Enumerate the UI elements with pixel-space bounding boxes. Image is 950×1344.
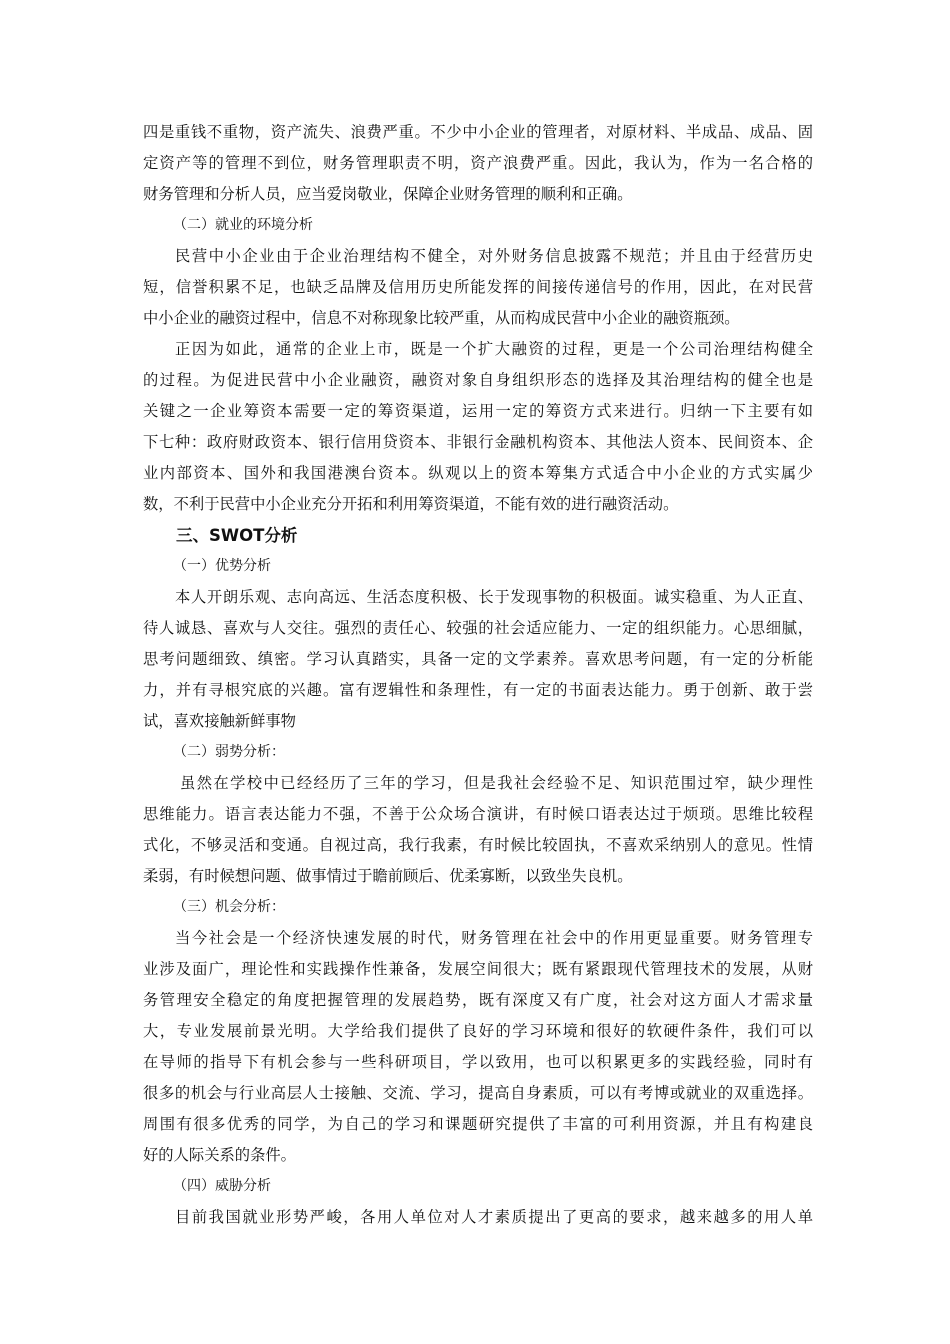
document-body xyxy=(143,117,813,1233)
paragraph-line: 业内部资本、国外和我国港澳台资本。纵观以上的资本筹集方式适合中小企业的方式实属少 xyxy=(143,464,813,482)
paragraph-line: 四是重钱不重物，资产流失、浪费严重。不少中小企业的管理者，对原材料、半成品、成品、固 xyxy=(143,123,813,141)
paragraph-line: 周围有很多优秀的同学，为自己的学习和课题研究提供了丰富的可利用资源，并且有构建良 xyxy=(143,1115,813,1133)
heading-strength: （一）优势分析 xyxy=(173,558,271,574)
paragraph-line: 式化，不够灵活和变通。自视过高，我行我素，有时候比较固执，不喜欢采纳别人的意见。性情 xyxy=(143,836,813,854)
paragraph-line: 短，信誉积累不足，也缺乏品牌及信用历史所能发挥的间接传递信号的作用，因此，在对民营 xyxy=(143,278,813,296)
paragraph-line: 务管理安全稳定的角度把握管理的发展趋势，既有深度又有广度，社会对这方面人才需求量 xyxy=(143,991,813,1009)
paragraph-line: 思考问题细致、缜密。学习认真踏实，具备一定的文学素养。喜欢思考问题，有一定的分析能 xyxy=(143,650,813,668)
paragraph-line: 定资产等的管理不到位，财务管理职责不明，资产浪费严重。因此，我认为，作为一名合格的 xyxy=(143,154,813,172)
paragraph-line: 当今社会是一个经济快速发展的时代，财务管理在社会中的作用更显重要。财务管理专 xyxy=(175,929,813,947)
paragraph-financing xyxy=(143,334,813,520)
paragraph-line: 本人开朗乐观、志向高远、生活态度积极、长于发现事物的积极面。诚实稳重、为人正直、 xyxy=(175,588,813,606)
paragraph-line: 的过程。为促进民营中小企业融资，融资对象自身组织形态的选择及其治理结构的健全也是 xyxy=(143,371,813,389)
heading-opportunity: （三）机会分析： xyxy=(173,899,285,915)
heading-swot: 三、SWOT分析 xyxy=(176,526,298,545)
paragraph-line: 很多的机会与行业高层人士接触、交流、学习，提高自身素质，可以有考博或就业的双重选择。 xyxy=(143,1084,813,1102)
paragraph-asset-management xyxy=(143,117,813,210)
paragraph-line: 力，并有寻根究底的兴趣。富有逻辑性和条理性，有一定的书面表达能力。勇于创新、敢于尝 xyxy=(143,681,813,699)
paragraph-threat xyxy=(143,1202,813,1233)
paragraph-line: 试，喜欢接触新鲜事物 xyxy=(143,712,296,730)
paragraph-line: 虽然在学校中已经经历了三年的学习，但是我社会经验不足、知识范围过窄，缺少理性 xyxy=(180,774,813,792)
heading-weakness: （二）弱势分析： xyxy=(173,744,285,760)
paragraph-line: 数，不利于民营中小企业充分开拓和利用筹资渠道，不能有效的进行融资活动。 xyxy=(143,495,679,513)
paragraph-environment xyxy=(143,241,813,334)
paragraph-line: 民营中小企业由于企业治理结构不健全，对外财务信息披露不规范；并且由于经营历史 xyxy=(175,247,813,265)
paragraph-line: 待人诚恳、喜欢与人交往。强烈的责任心、较强的社会适应能力、一定的组织能力。心思细腻， xyxy=(143,619,813,637)
paragraph-line: 正因为如此，通常的企业上市，既是一个扩大融资的过程，更是一个公司治理结构健全 xyxy=(175,340,813,358)
paragraph-line: 目前我国就业形势严峻，各用人单位对人才素质提出了更高的要求，越来越多的用人单 xyxy=(175,1208,813,1226)
paragraph-line: 大，专业发展前景光明。大学给我们提供了良好的学习环境和很好的软硬件条件，我们可以 xyxy=(143,1022,813,1040)
paragraph-strength xyxy=(143,582,813,737)
paragraph-line: 思维能力。语言表达能力不强，不善于公众场合演讲，有时候口语表达过于烦琐。思维比较程 xyxy=(143,805,813,823)
paragraph-line: 中小企业的融资过程中，信息不对称现象比较严重，从而构成民营中小企业的融资瓶颈。 xyxy=(143,309,740,327)
paragraph-line: 柔弱，有时候想问题、做事情过于瞻前顾后、优柔寡断，以致坐失良机。 xyxy=(143,867,633,885)
paragraph-line: 关键之一企业筹资本需要一定的筹资渠道，运用一定的筹资方式来进行。归纳一下主要有如 xyxy=(143,402,813,420)
paragraph-line: 好的人际关系的条件。 xyxy=(143,1146,296,1164)
paragraph-line: 在导师的指导下有机会参与一些科研项目，学以致用，也可以积累更多的实践经验，同时有 xyxy=(143,1053,813,1071)
paragraph-line: 业涉及面广，理论性和实践操作性兼备，发展空间很大；既有紧跟现代管理技术的发展，从财 xyxy=(143,960,813,978)
heading-threat: （四）威胁分析 xyxy=(173,1178,271,1194)
paragraph-line: 下七种：政府财政资本、银行信用贷资本、非银行金融机构资本、其他法人资本、民间资本、企 xyxy=(143,433,813,451)
heading-employment-environment: （二）就业的环境分析 xyxy=(173,217,313,233)
paragraph-line: 财务管理和分析人员，应当爱岗敬业，保障企业财务管理的顺利和正确。 xyxy=(143,185,633,203)
paragraph-opportunity xyxy=(143,923,813,1171)
paragraph-weakness xyxy=(143,768,813,892)
